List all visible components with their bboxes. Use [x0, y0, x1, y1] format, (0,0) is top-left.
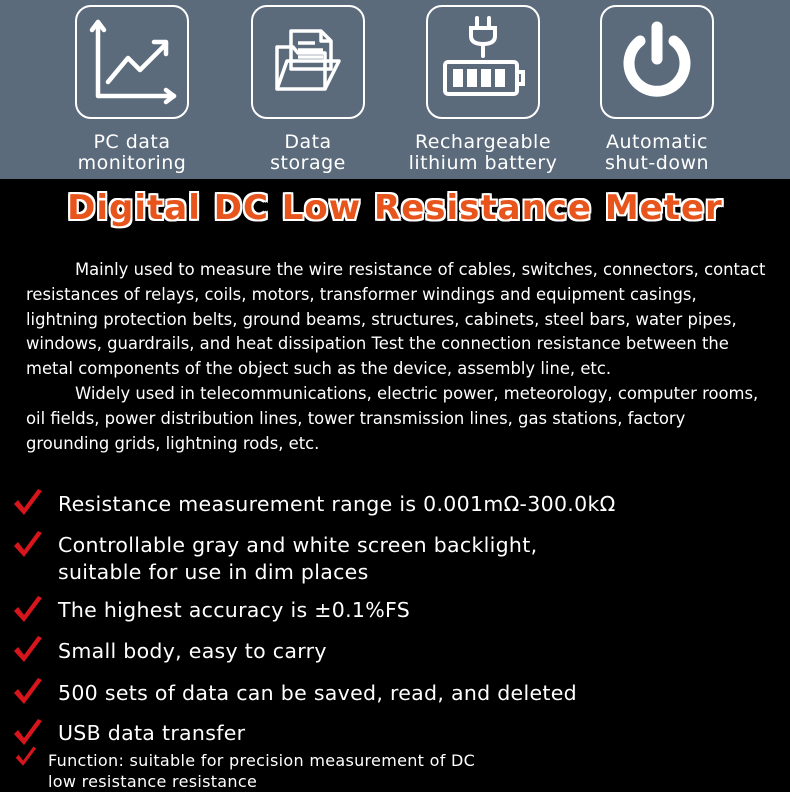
feature-list-item: 500 sets of data can be saved, read, and deleted: [58, 681, 577, 705]
description-paragraph: Widely used in telecommunications, electric power, meteorology, computer rooms, oil fields, power distribution lines, tower transmission lines, gas stations, factory grounding grids, lightning rods, etc.: [26, 383, 759, 453]
check-icon: [12, 530, 44, 560]
feature-list-item: The highest accuracy is ±0.1%FS: [58, 598, 411, 622]
feature-list-item: USB data transfer: [58, 721, 246, 745]
feature-rechargeable-battery: [393, 5, 573, 174]
page-title: Digital DC Low Resistance Meter: [67, 188, 723, 228]
feature-label: Rechargeable lithium battery: [408, 131, 558, 174]
feature-list-item: Controllable gray and white screen backlight, suitable for use in dim places: [58, 533, 538, 584]
check-icon: [12, 488, 44, 518]
description-paragraph: Mainly used to measure the wire resistance of cables, switches, connectors, contact resistances of relays, coils, motors, transformer windings and equipment casings, lightning protection belts, ground beams, structures, cabinets, steel bars, water pipes, windows, guardrails, and heat dissipation Test the connection resistance between the metal components of the object such as the device, assembly line, etc.: [26, 260, 766, 379]
feature-list-item: Resistance measurement range is 0.001mΩ-300.0kΩ: [58, 492, 616, 516]
feature-list-item: Function: suitable for precision measurement of DC low resistance resistance: [48, 751, 476, 791]
check-icon: [12, 718, 44, 748]
power-icon: [600, 5, 714, 119]
feature-list-item: Small body, easy to carry: [58, 639, 327, 663]
feature-automatic-shutdown: [567, 5, 747, 174]
document-folder-icon: [251, 5, 365, 119]
feature-label: Data storage: [270, 131, 346, 174]
feature-pc-data-monitoring: [42, 5, 222, 174]
check-icon: [12, 635, 44, 665]
check-icon: [14, 746, 38, 768]
description: [26, 258, 766, 456]
feature-label: PC data monitoring: [77, 131, 187, 174]
battery-plug-icon: [426, 5, 540, 119]
line-chart-icon: [75, 5, 189, 119]
check-icon: [12, 595, 44, 625]
check-icon: [12, 677, 44, 707]
feature-label: Automatic shut-down: [604, 131, 710, 174]
feature-data-storage: [218, 5, 398, 174]
